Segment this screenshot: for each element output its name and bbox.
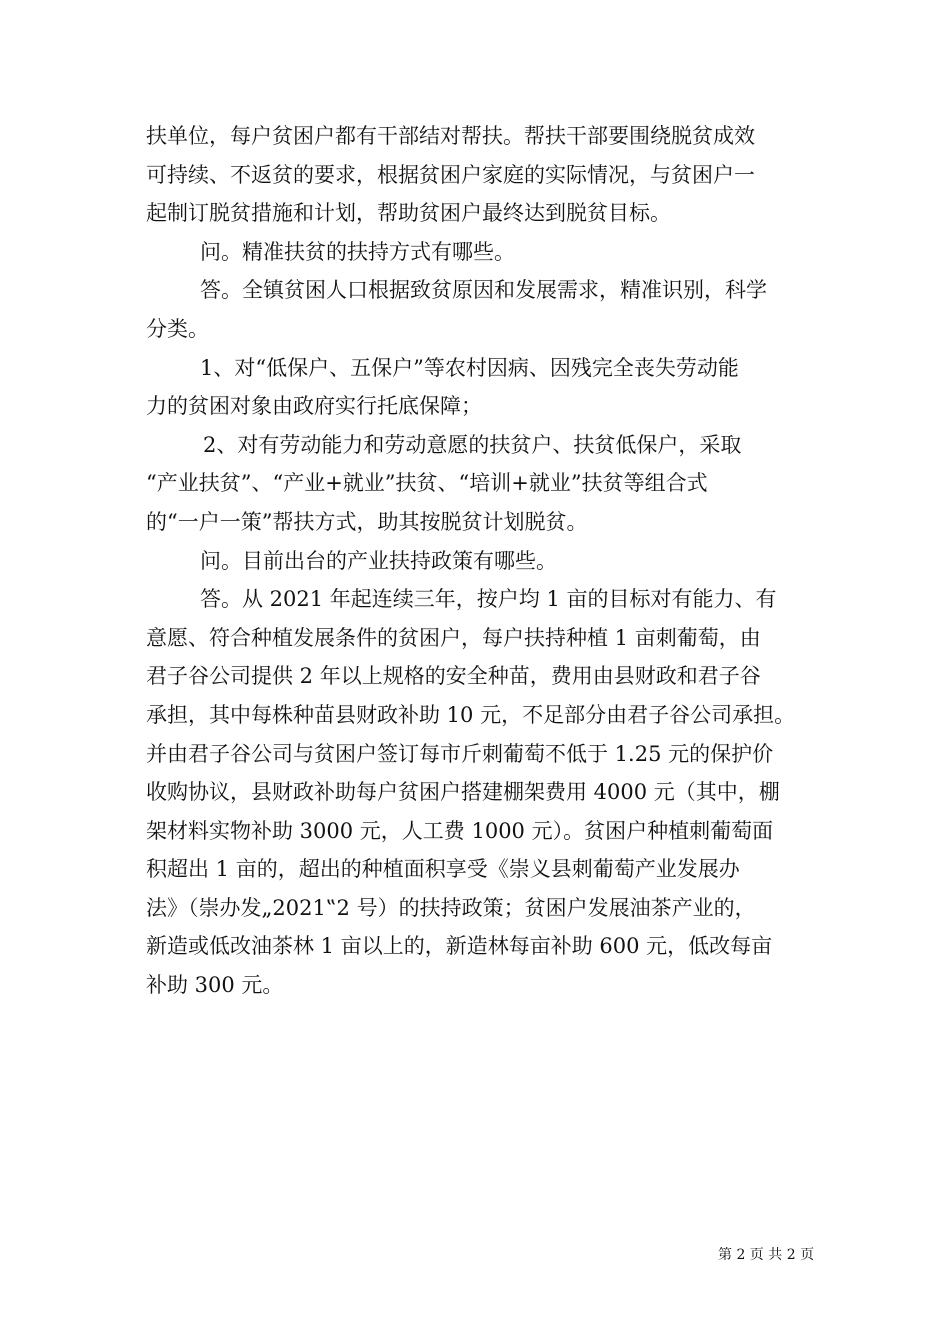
text-line: “产业扶贫”、“产业+就业”扶贫、“培训+就业”扶贫等组合式 — [146, 471, 708, 496]
text-line: 起制订脱贫措施和计划，帮助贫困户最终达到脱贫目标。 — [146, 201, 671, 226]
text-line: 积超出 1 亩的，超出的种植面积享受《崇义县刺葡萄产业发展办 — [146, 857, 740, 882]
text-line: 法》（崇办发„2021‟2 号）的扶持政策；贫困户发展油茶产业的， — [146, 895, 756, 920]
question-line: 问。精准扶贫的扶持方式有哪些。 — [200, 239, 515, 264]
list-item-2: 2、对有劳动能力和劳动意愿的扶贫户、扶贫低保户，采取 — [203, 432, 742, 457]
text-line: 力的贫困对象由政府实行托底保障； — [146, 394, 482, 419]
text-line: 意愿、符合种植发展条件的贫困户，每户扶持种植 1 亩刺葡萄，由 — [146, 625, 761, 650]
text-line: 并由君子谷公司与贫困户签订每市斤刺葡萄不低于 1.25 元的保护价 — [146, 741, 774, 766]
text-line: 架材料实物补助 3000 元，人工费 1000 元）。贫困户种植刺葡萄面 — [146, 818, 774, 843]
text-line: 的“一户一策”帮扶方式，助其按脱贫计划脱贫。 — [146, 509, 588, 534]
text-line: 可持续、不返贫的要求，根据贫困户家庭的实际情况，与贫困户一 — [146, 162, 755, 187]
answer-line: 答。从 2021 年起连续三年，按户均 1 亩的目标对有能力、有 — [200, 587, 777, 612]
text-line: 补助 300 元。 — [146, 973, 284, 998]
text-line: 新造或低改油茶林 1 亩以上的，新造林每亩补助 600 元，低改每亩 — [146, 934, 773, 959]
text-line: 收购协议，县财政补助每户贫困户搭建棚架费用 4000 元（其中，棚 — [146, 780, 780, 805]
list-item-1: 1、对“低保户、五保户”等农村因病、因残完全丧失劳动能 — [200, 355, 739, 380]
text-line: 分类。 — [146, 316, 209, 341]
text-line: 承担，其中每株种苗县财政补助 10 元，不足部分由君子谷公司承担。 — [146, 702, 796, 727]
text-line: 君子谷公司提供 2 年以上规格的安全种苗，费用由县财政和君子谷 — [146, 664, 761, 689]
page-number: 第 2 页 共 2 页 — [718, 1247, 815, 1263]
body-text — [146, 117, 836, 1005]
text-line: 扶单位，每户贫困户都有干部结对帮扶。帮扶干部要围绕脱贫成效 — [146, 124, 755, 148]
answer-line: 答。全镇贫困人口根据致贫原因和发展需求，精准识别，科学 — [200, 278, 767, 303]
question-line: 问。目前出台的产业扶持政策有哪些。 — [200, 548, 557, 573]
